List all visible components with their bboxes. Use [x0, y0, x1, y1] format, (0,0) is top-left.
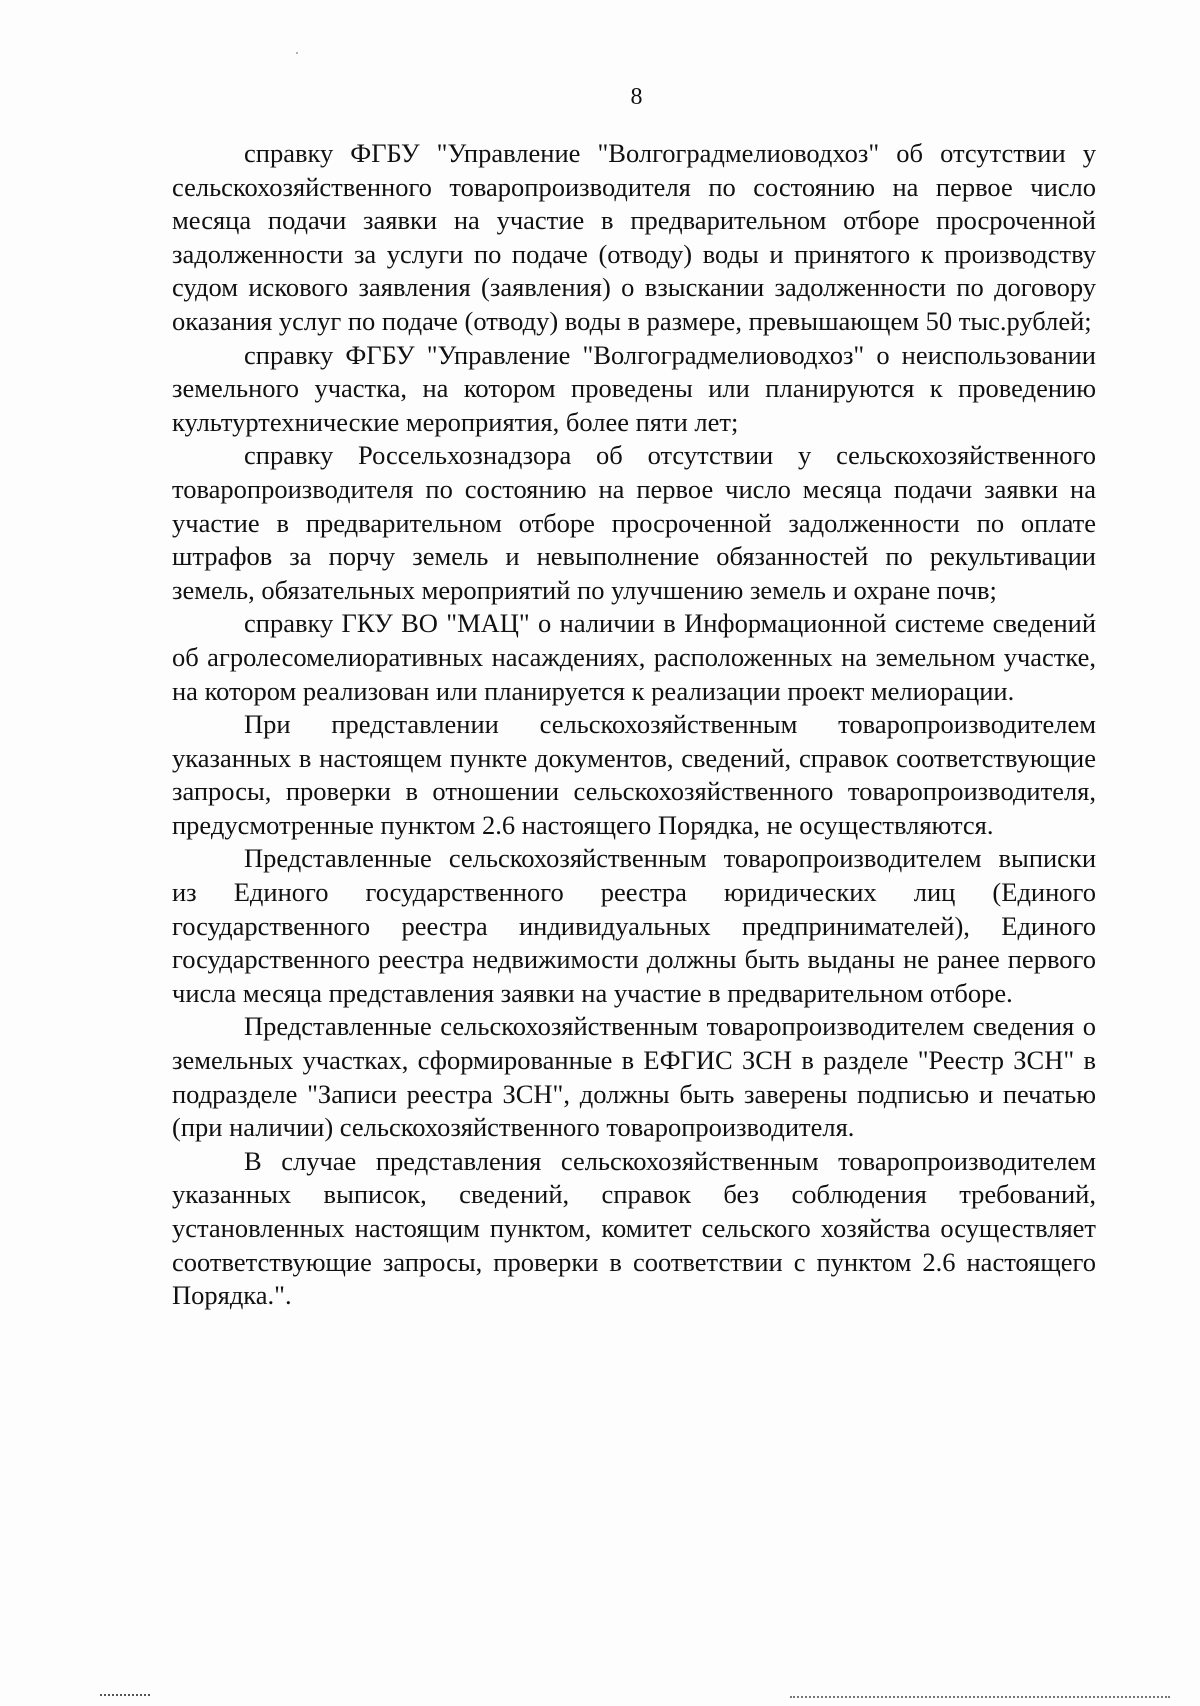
- scan-artifact-left: [100, 1694, 150, 1699]
- document-body: [172, 137, 1096, 1313]
- paragraph-gku-mac-certificate: справку ГКУ ВО "МАЦ" о наличии в Информационной системе сведений об агролесомелиоративных насаждениях, расположенных на земельном участке, на котором реализован или планируется к реализации проект мелиорации.: [172, 608, 1096, 706]
- scan-speck: [296, 52, 298, 54]
- paragraph-efgis-zsn-info: Представленные сельскохозяйственным товаропроизводителем сведения о земельных участках, сформированные в ЕФГИС ЗСН в разделе "Реестр ЗСН" в подразделе "Записи реестра ЗСН", должны быть заверены подписью и печатью (при наличии) сельскохозяйственного товаропроизводителя.: [172, 1011, 1096, 1143]
- paragraph-rosselkhoznadzor-certificate: справку Россельхознадзора об отсутствии у сельскохозяйственного товаропроизводителя по состоянию на первое число месяца подачи заявки на участие в предварительном отборе просроченной задолженности по оплате штрафов за порчу земель и невыполнение обязанностей по рекультивации земель, обязательных мероприятий по улучшению земель и охране почв;: [172, 440, 1096, 605]
- paragraph-fgbu-debt-certificate: справку ФГБУ "Управление "Волгоградмелиоводхоз" об отсутствии у сельскохозяйственного товаропроизводителя по состоянию на первое число месяца подачи заявки на участие в предварительном отборе просроченной задолженности за услуги по подаче (отводу) воды и принятого к производству судом искового заявления (заявления) о взыскании задолженности по договору оказания услуг по подаче (отводу) воды в размере, превышающем 50 тыс.рублей;: [172, 138, 1096, 336]
- paragraph-registry-extracts: Представленные сельскохозяйственным товаропроизводителем выписки из Единого государственного реестра юридических лиц (Единого государственного реестра индивидуальных предпринимателей), Единого государственного реестра недвижимости должны быть выданы не ранее первого числа месяца представления заявки на участие в предварительном отборе.: [172, 843, 1096, 1008]
- paragraph-no-requests: При представлении сельскохозяйственным товаропроизводителем указанных в настоящем пункте документов, сведений, справок соответствующие запросы, проверки в отношении сельскохозяйственного товаропроизводителя, предусмотренные пунктом 2.6 настоящего Порядка, не осуществляются.: [172, 709, 1096, 840]
- paragraph-noncompliance: В случае представления сельскохозяйственным товаропроизводителем указанных выписок, сведений, справок без соблюдения требований, установленных настоящим пунктом, комитет сельского хозяйства осуществляет соответствующие запросы, проверки в соответствии с пунктом 2.6 настоящего Порядка.".: [172, 1145, 1096, 1311]
- paragraph-fgbu-land-unused-certificate: справку ФГБУ "Управление "Волгоградмелиоводхоз" о неиспользовании земельного участка, на котором проведены или планируются к проведению культуртехнические мероприятия, более пяти лет;: [172, 339, 1096, 437]
- page-number: 8: [630, 84, 643, 110]
- scan-artifact-right: [790, 1696, 1170, 1701]
